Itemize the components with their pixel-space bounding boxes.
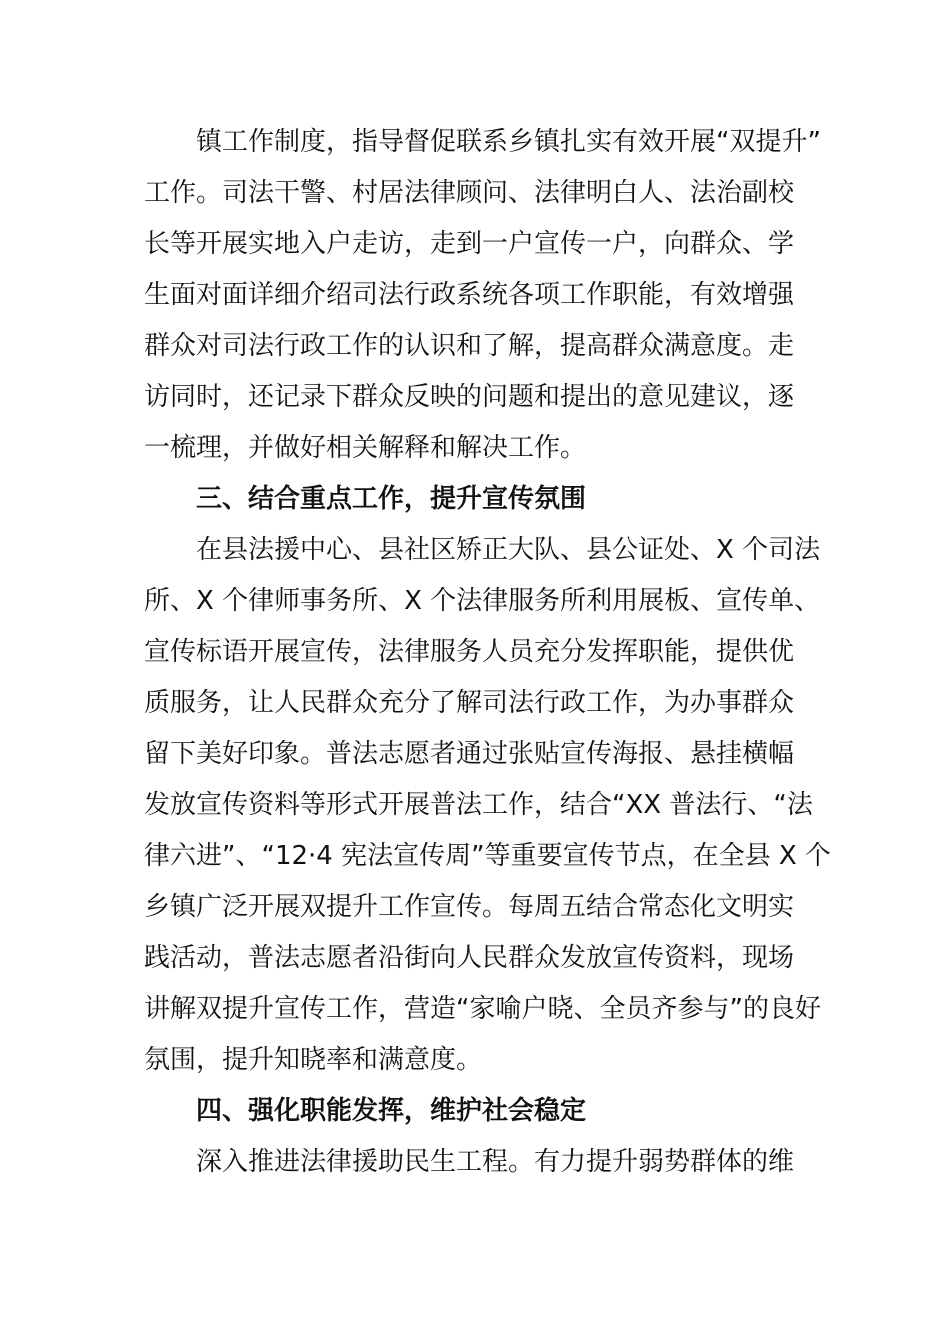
- paragraph-line: 氛围，提升知晓率和满意度。: [144, 1045, 483, 1075]
- paragraph-line: 所、X 个律师事务所、X 个法律服务所利用展板、宣传单、: [144, 586, 821, 616]
- section-heading-3: 三、结合重点工作，提升宣传氛围: [196, 484, 587, 514]
- paragraph-line: 一梳理，并做好相关解释和解决工作。: [144, 433, 587, 463]
- paragraph-line: 访同时，还记录下群众反映的问题和提出的意见建议，逐: [144, 382, 795, 412]
- paragraph-line: 宣传标语开展宣传，法律服务人员充分发挥职能，提供优: [144, 637, 795, 667]
- paragraph-line: 留下美好印象。普法志愿者通过张贴宣传海报、悬挂横幅: [144, 739, 795, 769]
- paragraph-2: [144, 525, 831, 1086]
- paragraph-line: 讲解双提升宣传工作，营造“家喻户晓、全员齐参与”的良好: [144, 994, 821, 1024]
- paragraph-3: [144, 1137, 806, 1188]
- paragraph-line: 深入推进法律援助民生工程。有力提升弱势群体的维: [196, 1147, 795, 1177]
- paragraph-line: 镇工作制度，指导督促联系乡镇扎实有效开展“双提升”: [196, 127, 821, 157]
- paragraph-line: 乡镇广泛开展双提升工作宣传。每周五结合常态化文明实: [144, 892, 795, 922]
- paragraph-line: 群众对司法行政工作的认识和了解，提高群众满意度。走: [144, 331, 795, 361]
- paragraph-line: 工作。司法干警、村居法律顾问、法律明白人、法治副校: [144, 178, 795, 208]
- paragraph-line: 律六进”、“12·4 宪法宣传周”等重要宣传节点，在全县 X 个: [144, 841, 831, 871]
- paragraph-line: 质服务，让人民群众充分了解司法行政工作，为办事群众: [144, 688, 795, 718]
- document-body: [144, 117, 831, 1188]
- paragraph-line: 生面对面详细介绍司法行政系统各项工作职能，有效增强: [144, 280, 795, 310]
- paragraph-line: 践活动，普法志愿者沿街向人民群众发放宣传资料，现场: [144, 943, 795, 973]
- section-heading-4: 四、强化职能发挥，维护社会稳定: [196, 1096, 587, 1126]
- paragraph-line: 在县法援中心、县社区矫正大队、县公证处、X 个司法: [196, 535, 821, 565]
- paragraph-line: 长等开展实地入户走访，走到一户宣传一户，向群众、学: [144, 229, 795, 259]
- paragraph-line: 发放宣传资料等形式开展普法工作，结合“XX 普法行、“法: [144, 790, 813, 820]
- paragraph-1: [144, 117, 821, 474]
